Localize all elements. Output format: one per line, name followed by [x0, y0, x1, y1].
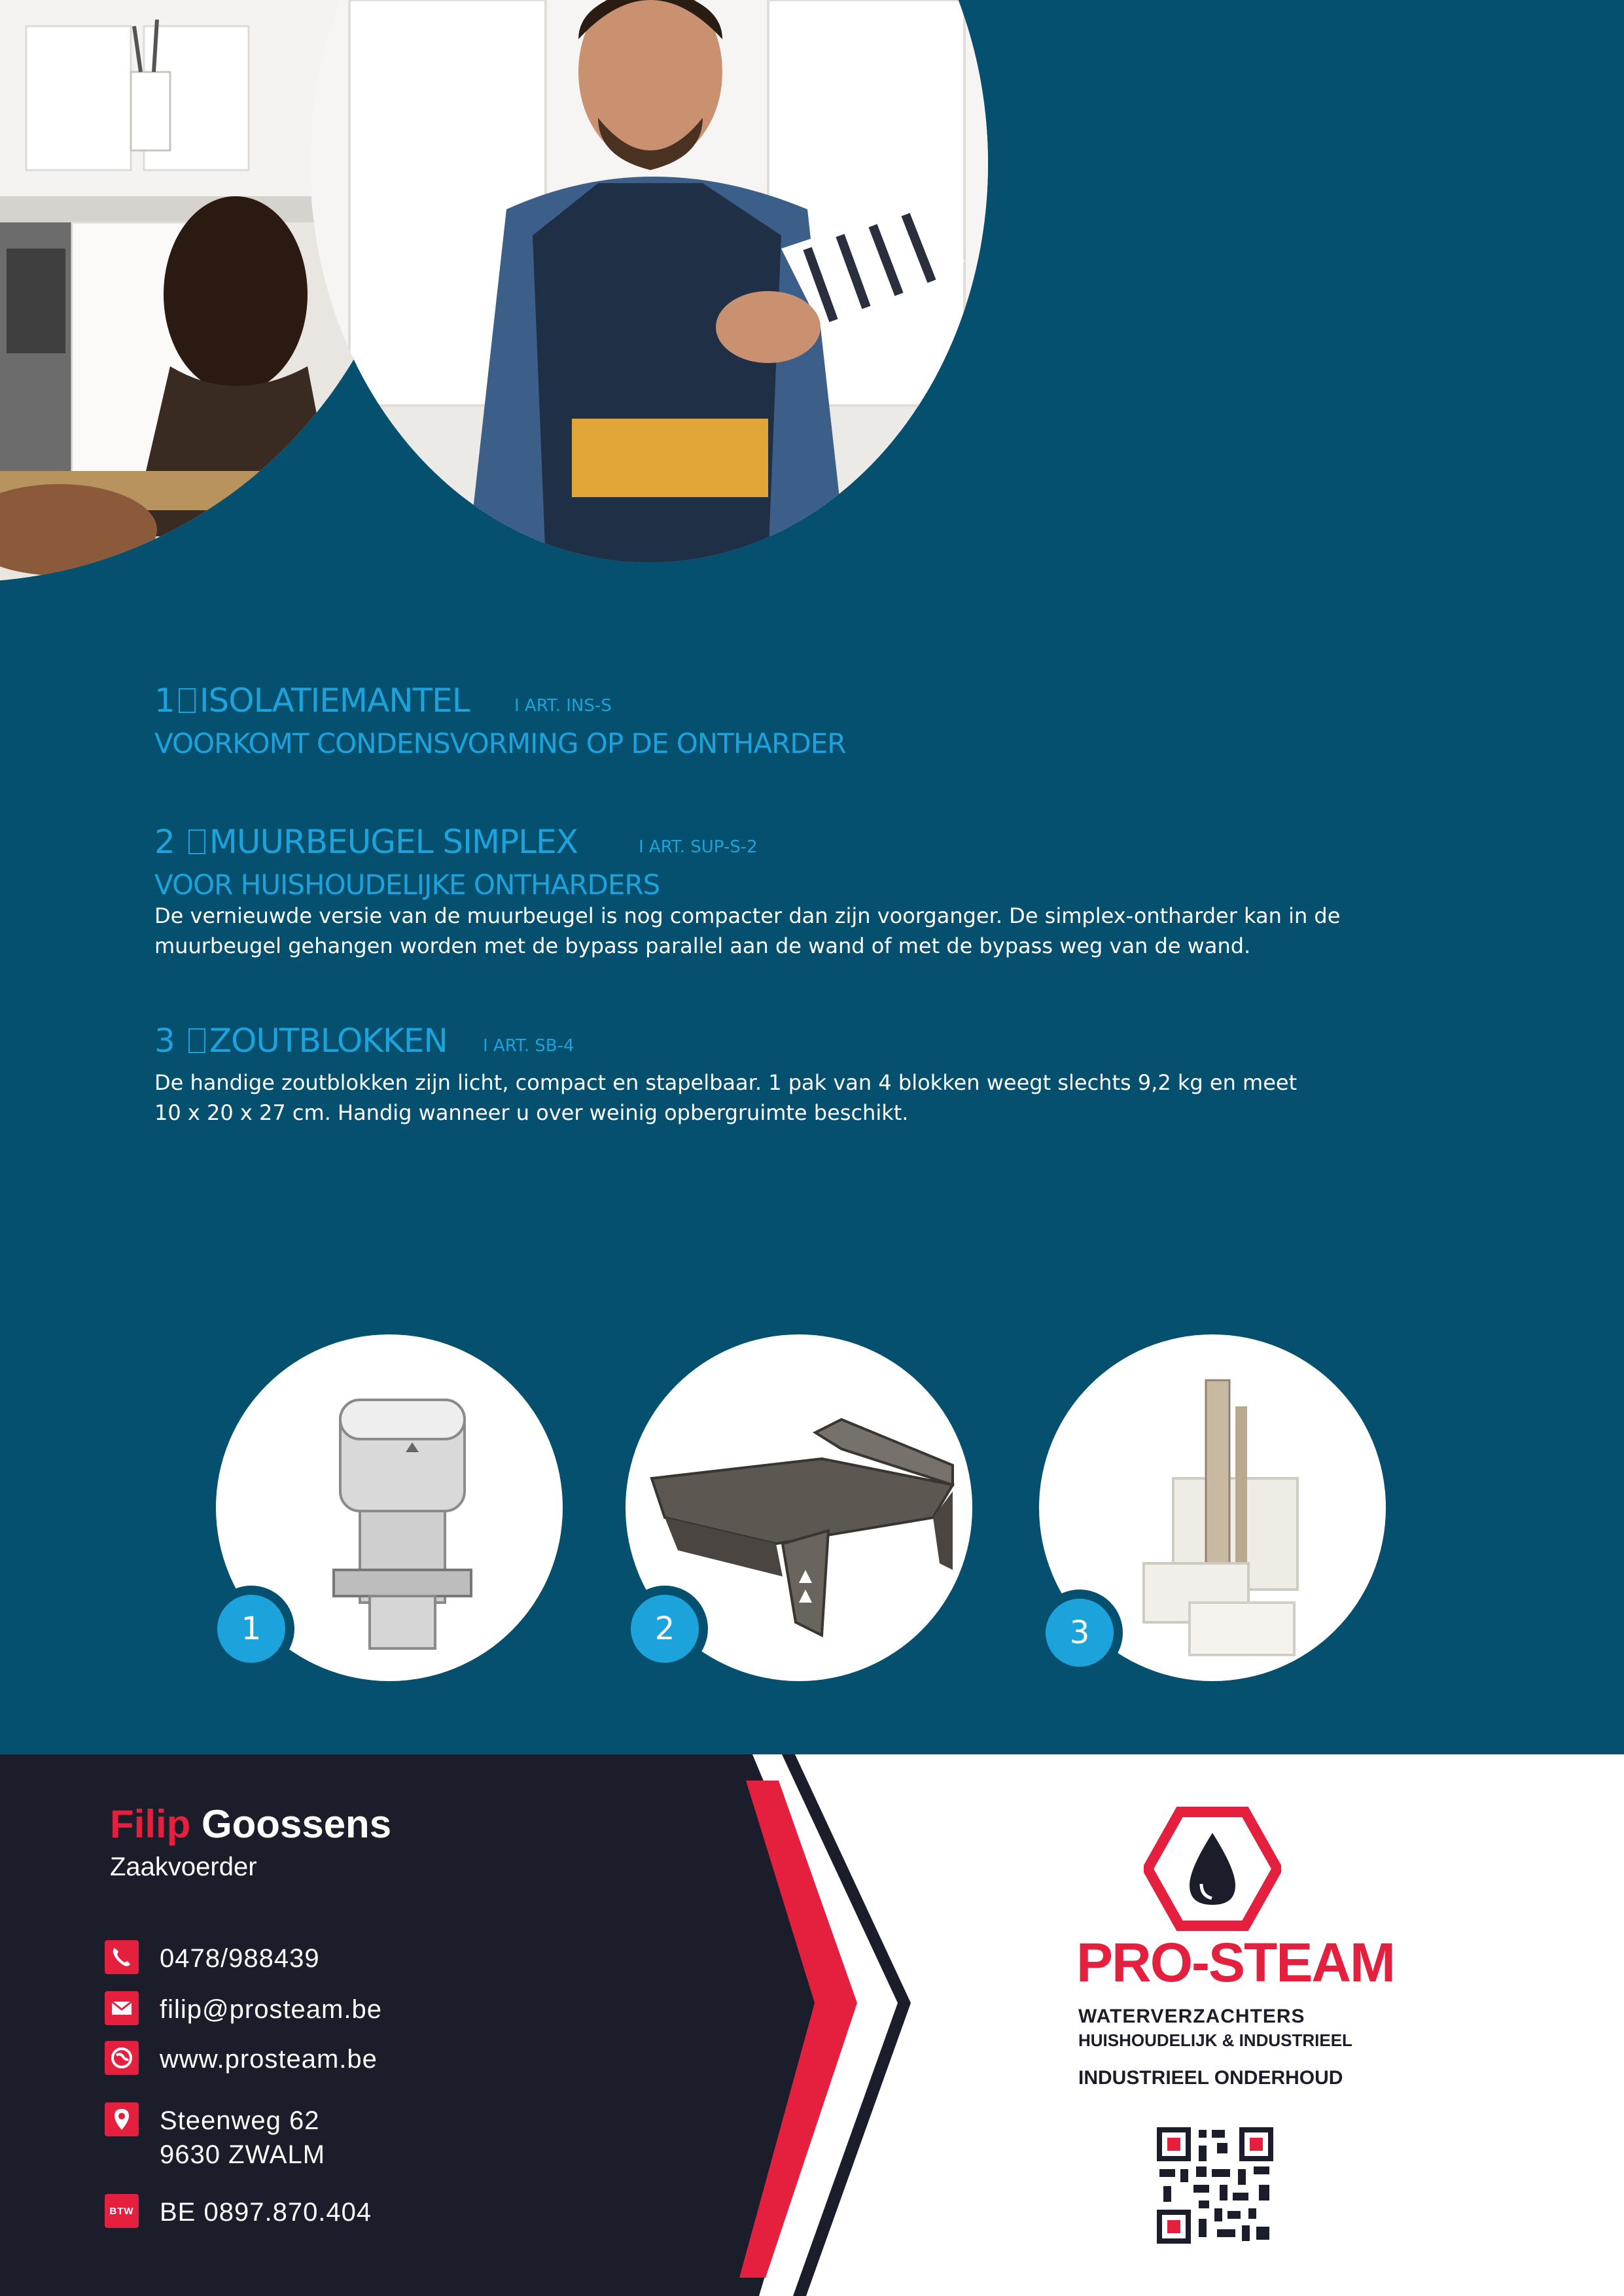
item-isolatiemantel [154, 682, 845, 759]
brand-service: INDUSTRIEEL ONDERHOUD [1078, 2067, 1343, 2089]
item-title: 2 MUURBEUGEL SIMPLEX [154, 823, 578, 861]
brand-name: PRO-STEAM [1076, 1932, 1394, 1993]
footer: Filip Goossens Zaakvoerder 0478/988439 filip@prosteam.be www.prosteam.be Steenweg 62 9630 ZWALM BTW BE 0897.870.404 PRO-STEAM WATERVERZACHTERS HUISHOUDELIJK & INDUSTRIEEL INDUSTRIEEL ONDERHOUD [0, 1754, 1624, 2296]
glyph-box-icon [188, 1028, 205, 1053]
item-zoutblokken [154, 1022, 1398, 1128]
item-muurbeugel [154, 823, 1398, 961]
glyph-box-icon [188, 829, 205, 854]
item-subtitle: VOORKOMT CONDENSVORMING OP DE ONTHARDER [154, 727, 846, 759]
qr-code[interactable] [1157, 2127, 1273, 2244]
item-title: 3 ZOUTBLOKKEN [154, 1022, 448, 1060]
article-number: I ART. INS-S [514, 696, 612, 716]
product-badge-3: 3 [1036, 1590, 1123, 1676]
glyph-box-icon [179, 688, 196, 713]
btw-badge: BTW [105, 2194, 139, 2228]
product-badge-2: 2 [622, 1586, 708, 1672]
globe-icon [105, 2041, 139, 2075]
mail-icon [105, 1991, 139, 2025]
article-number: I ART. SB-4 [483, 1036, 574, 1056]
item-description: De vernieuwde versie van de muurbeugel is nog compacter dan zijn voorganger. De simplex-ontharder kan in de muurbeugel gehangen worden met de bypass parallel aan de wand of met de bypass weg van de wand. [154, 903, 1341, 958]
item-description: De handige zoutblokken zijn licht, compact en stapelbaar. 1 pak van 4 blokken weegt slechts 9,2 kg en meet 10 x 20 x 27 cm. Handig wanneer u over weinig opbergruimte beschikt. [154, 1070, 1297, 1125]
contact-name: Filip Goossens [110, 1802, 392, 1846]
item-title: 1 ISOLATIEMANTEL [154, 682, 470, 720]
product-badge-1: 1 [208, 1586, 294, 1672]
brand-tagline-sub: HUISHOUDELIJK & INDUSTRIEEL [1078, 2030, 1352, 2050]
item-subtitle: VOOR HUISHOUDELIJKE ONTHARDERS [154, 869, 660, 901]
location-pin-icon [105, 2102, 139, 2136]
water-drop-hexagon-logo [1144, 1807, 1281, 1931]
article-number: I ART. SUP-S-2 [639, 837, 758, 857]
contact-role: Zaakvoerder [110, 1852, 257, 1881]
phone-icon [105, 1940, 139, 1974]
brand-tagline: WATERVERZACHTERS [1078, 2006, 1305, 2027]
